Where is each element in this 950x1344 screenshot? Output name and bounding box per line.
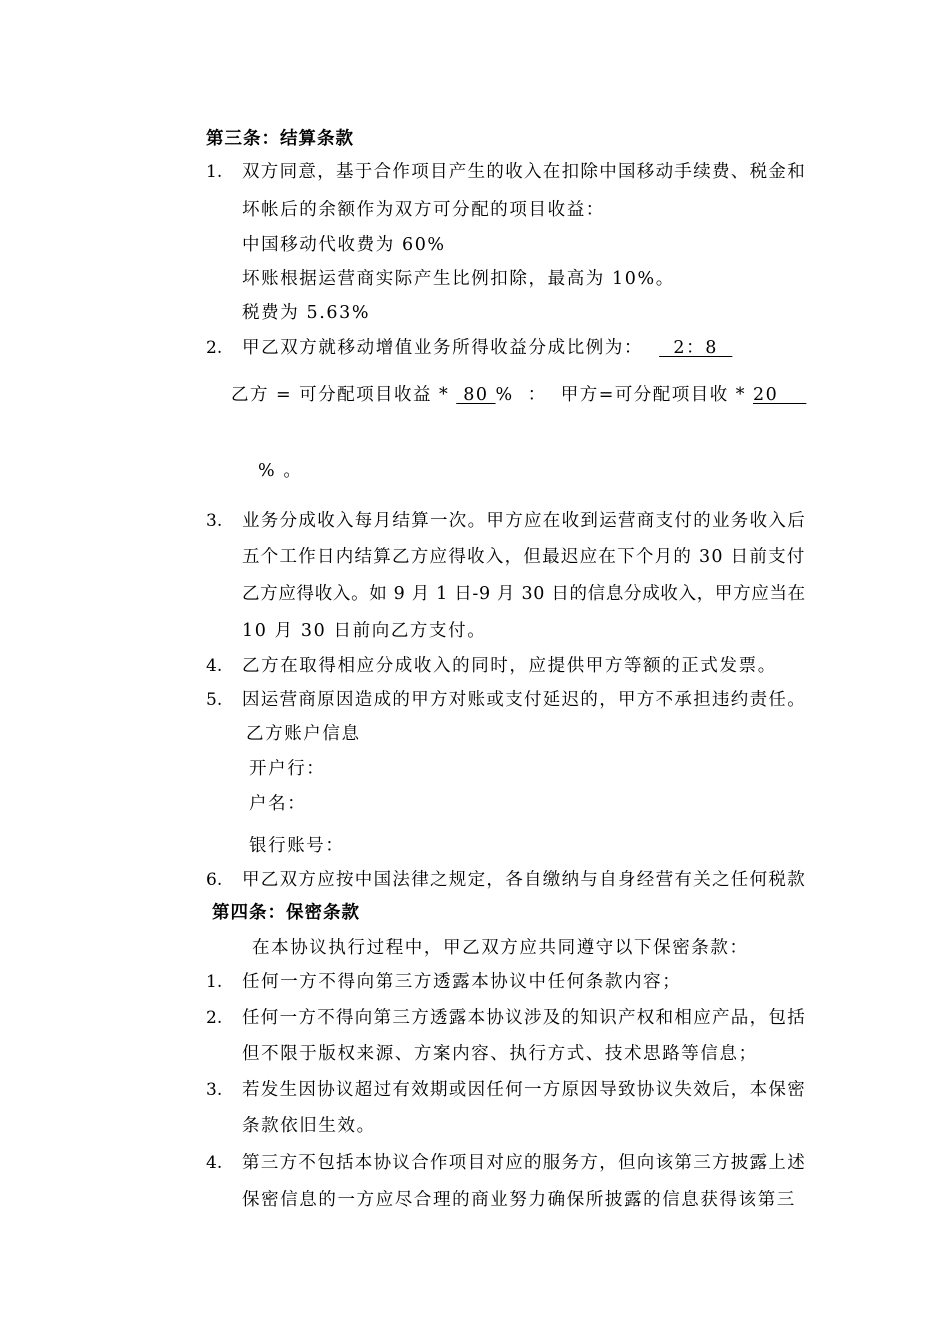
section4-heading: 第四条：保密条款 [212,903,360,923]
ratio-label: 甲乙双方就移动增值业务所得收益分成比例为： [242,338,644,358]
paragraph-line: 任何一方不得向第三方透露本协议涉及的知识产权和相应产品，包括 [242,1008,806,1028]
formula-party-a: % ： 甲方=可分配项目收 * [495,385,753,405]
item-number: 1. [206,972,223,992]
paragraph-line: 中国移动代收费为 60% [242,235,446,255]
paragraph-line: 10 月 30 日前向乙方支付。 [242,621,487,641]
item-number: 2. [206,1008,223,1028]
item-number: 6. [206,870,223,890]
account-number-label: 银行账号： [249,836,345,856]
item-number: 4. [206,656,223,676]
paragraph-line: 条款依旧生效。 [242,1116,376,1136]
account-name-label: 户名： [249,794,307,814]
percent-party-b: 80 [456,385,496,405]
paragraph-line: 任何一方不得向第三方透露本协议中任何条款内容； [242,972,682,992]
percent-tail: % 。 [258,461,303,481]
item-number: 2. [206,338,223,358]
section3-heading: 第三条：结算条款 [206,129,354,149]
paragraph-line: 业务分成收入每月结算一次。甲方应在收到运营商支付的业务收入后 [242,511,806,531]
paragraph-line: 乙方在取得相应分成收入的同时，应提供甲方等额的正式发票。 [242,656,777,676]
account-title: 乙方账户信息 [246,724,361,744]
paragraph-line: 甲乙双方应按中国法律之规定，各自缴纳与自身经营有关之任何税款 [242,870,806,890]
section4-intro: 在本协议执行过程中，甲乙双方应共同遵守以下保密条款： [252,938,749,958]
account-bank-label: 开户行： [249,759,326,779]
paragraph-line: 坏帐后的余额作为双方可分配的项目收益： [242,200,605,220]
paragraph-line: 坏账根据运营商实际产生比例扣除，最高为 10%。 [242,269,675,289]
paragraph-line: 因运营商原因造成的甲方对账或支付延迟的，甲方不承担违约责任。 [242,690,806,710]
item-number: 5. [206,690,223,710]
paragraph-line: 第三方不包括本协议合作项目对应的服务方，但向该第三方披露上述 [242,1153,806,1173]
paragraph-line: 五个工作日内结算乙方应得收入，但最迟应在下个月的 30 日前支付 [242,547,806,567]
paragraph-line: 保密信息的一方应尽合理的商业努力确保所披露的信息获得该第三 [242,1190,796,1210]
item-number: 1. [206,162,223,182]
paragraph-line: 税费为 5.63% [242,303,371,323]
item-number: 4. [206,1153,223,1173]
paragraph-line: 但不限于版权来源、方案内容、执行方式、技术思路等信息； [242,1044,758,1064]
item-number: 3. [206,1080,223,1100]
paragraph-line: 双方同意，基于合作项目产生的收入在扣除中国移动手续费、税金和 [242,162,806,182]
formula-line [231,384,806,406]
ratio-sentence [242,337,732,359]
formula-party-b: 乙方 = 可分配项目收益 * [231,385,457,405]
paragraph-line: 乙方应得收入。如 9 月 1 日-9 月 30 日的信息分成收入，甲方应当在 [242,584,806,604]
ratio-value: 2：8 [659,338,733,358]
percent-party-a: 20 [752,385,807,405]
paragraph-line: 若发生因协议超过有效期或因任何一方原因导致协议失效后，本保密 [242,1080,806,1100]
item-number: 3. [206,511,223,531]
